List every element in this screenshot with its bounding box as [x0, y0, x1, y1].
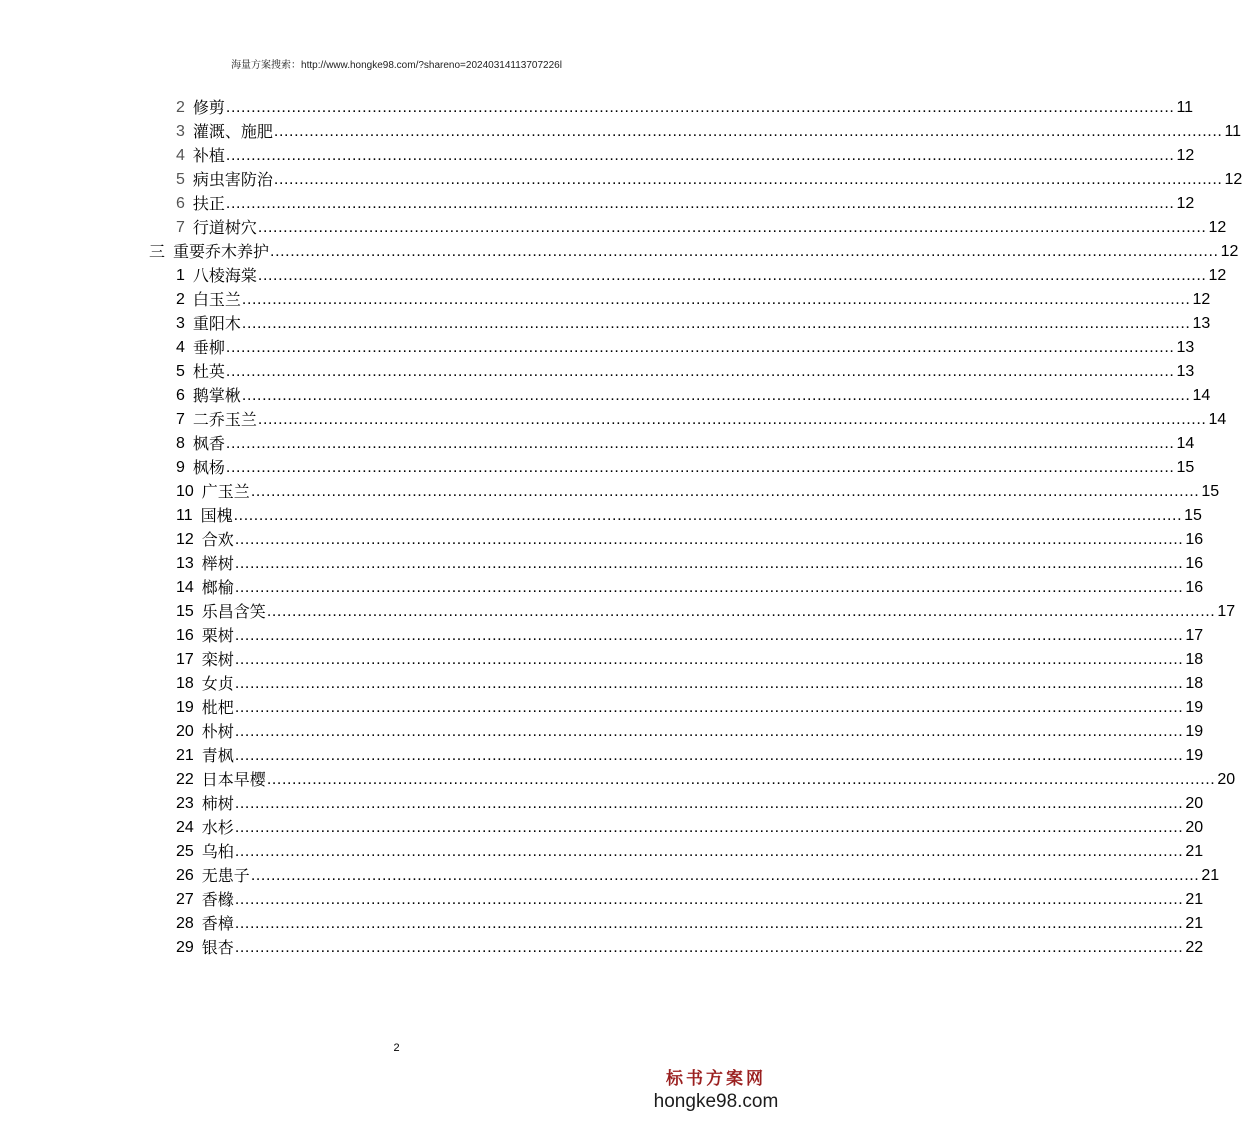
- toc-entry[interactable]: [0, 624, 1204, 648]
- toc-entry[interactable]: [0, 192, 1195, 216]
- toc-entry-page: 12: [1208, 267, 1227, 284]
- toc-entry-number: 6: [176, 387, 185, 404]
- toc-dot-leader: ............................................................................................................................................................................................: [234, 555, 1184, 572]
- toc-dot-leader: ............................................................................................................................................................................................: [225, 363, 1175, 380]
- toc-dot-leader: ............................................................................................................................................................................................: [266, 771, 1216, 788]
- toc-entry-number: 26: [176, 867, 194, 884]
- toc-dot-leader: ............................................................................................................................................................................................: [241, 291, 1191, 308]
- toc-entry[interactable]: [0, 840, 1204, 864]
- toc-entry[interactable]: [0, 768, 1236, 792]
- toc-entry-title: 重要乔木养护: [173, 242, 270, 261]
- toc-entry[interactable]: [0, 744, 1204, 768]
- toc-entry-page: 21: [1185, 891, 1204, 908]
- toc-entry[interactable]: [0, 600, 1236, 624]
- toc-entry-page: 22: [1185, 939, 1204, 956]
- toc-dot-leader: ............................................................................................................................................................................................: [273, 171, 1223, 188]
- toc-entry-title: 乐昌含笑: [201, 602, 266, 621]
- toc-entry-page: 15: [1201, 483, 1220, 500]
- toc-entry[interactable]: [0, 888, 1204, 912]
- toc-entry-page: 15: [1184, 507, 1202, 524]
- toc-entry-page: 14: [1192, 387, 1211, 404]
- toc-entry-title: 补植: [192, 146, 225, 165]
- toc-entry-title: 灌溉、施肥: [192, 122, 273, 141]
- toc-entry-page: 19: [1185, 723, 1204, 740]
- toc-entry-number: 18: [176, 675, 194, 692]
- toc-entry-page: 17: [1185, 627, 1204, 644]
- toc-entry[interactable]: [0, 792, 1204, 816]
- toc-entry-number: 7: [176, 219, 185, 236]
- toc-entry-number: 14: [176, 579, 194, 596]
- toc-dot-leader: ............................................................................................................................................................................................: [234, 915, 1184, 932]
- toc-entry-number: 21: [176, 747, 194, 764]
- toc-dot-leader: ............................................................................................................................................................................................: [234, 579, 1184, 596]
- toc-entry-title: 香橼: [201, 890, 234, 909]
- toc-entry[interactable]: [0, 264, 1227, 288]
- toc-entry-title: 柿树: [201, 794, 234, 813]
- toc-entry[interactable]: [0, 384, 1211, 408]
- toc-entry-title: 扶正: [192, 194, 225, 213]
- toc-entry[interactable]: [0, 528, 1204, 552]
- toc-entry-page: 20: [1217, 771, 1236, 788]
- toc-entry-number: 22: [176, 771, 194, 788]
- toc-entry-title: 国槐: [200, 506, 233, 525]
- toc-entry-page: 19: [1185, 747, 1204, 764]
- toc-entry-number: 27: [176, 891, 194, 908]
- toc-entry-page: 21: [1201, 867, 1220, 884]
- toc-dot-leader: ............................................................................................................................................................................................: [266, 603, 1216, 620]
- toc-entry-number: 20: [176, 723, 194, 740]
- toc-entry-title: 栗树: [201, 626, 234, 645]
- toc-entry-title: 香樟: [201, 914, 234, 933]
- toc-entry-page: 15: [1176, 459, 1195, 476]
- toc-entry-title: 病虫害防治: [192, 170, 273, 189]
- toc-entry[interactable]: [0, 936, 1204, 960]
- toc-entry-title: 榉树: [201, 554, 234, 573]
- toc-entry-number: 6: [176, 195, 185, 212]
- toc-dot-leader: ............................................................................................................................................................................................: [257, 411, 1207, 428]
- toc-entry-title: 八棱海棠: [192, 266, 257, 285]
- toc-entry[interactable]: [0, 312, 1211, 336]
- toc-dot-leader: ............................................................................................................................................................................................: [234, 939, 1184, 956]
- toc-dot-leader: ............................................................................................................................................................................................: [234, 627, 1184, 644]
- toc-entry[interactable]: [0, 504, 1202, 528]
- toc-entry[interactable]: [0, 144, 1195, 168]
- toc-entry-page: 12: [1220, 243, 1239, 260]
- toc-entry-title: 重阳木: [192, 314, 241, 333]
- toc-dot-leader: ............................................................................................................................................................................................: [234, 699, 1184, 716]
- toc-entry-page: 14: [1176, 435, 1195, 452]
- toc-entry-title: 日本早樱: [201, 770, 266, 789]
- toc-entry[interactable]: [0, 432, 1195, 456]
- page-number: 2: [393, 1042, 400, 1054]
- toc-entry[interactable]: [0, 216, 1227, 240]
- toc-entry-page: 13: [1192, 315, 1211, 332]
- toc-entry-page: 19: [1185, 699, 1204, 716]
- toc-entry-number: 7: [176, 411, 185, 428]
- toc-entry-number: 10: [176, 483, 194, 500]
- toc-entry-page: 14: [1208, 411, 1227, 428]
- toc-entry-number: 25: [176, 843, 194, 860]
- toc-dot-leader: ............................................................................................................................................................................................: [234, 795, 1184, 812]
- toc-entry-number: 19: [176, 699, 194, 716]
- toc-entry-page: 16: [1185, 555, 1204, 572]
- toc-dot-leader: ............................................................................................................................................................................................: [234, 891, 1184, 908]
- toc-entry-title: 二乔玉兰: [192, 410, 257, 429]
- toc-entry-number: 23: [176, 795, 194, 812]
- toc-dot-leader: ............................................................................................................................................................................................: [270, 243, 1219, 260]
- toc-entry-number: 12: [176, 531, 194, 548]
- toc-dot-leader: ............................................................................................................................................................................................: [225, 99, 1175, 116]
- toc-entry-title: 朴树: [201, 722, 234, 741]
- toc-entry[interactable]: [0, 552, 1204, 576]
- toc-entry[interactable]: [0, 336, 1195, 360]
- toc-entry-page: 12: [1208, 219, 1227, 236]
- toc-entry-title: 女贞: [201, 674, 234, 693]
- watermark-en-text: hongke98.com: [653, 1091, 779, 1112]
- toc-entry-title: 枫杨: [192, 458, 225, 477]
- watermark-logo: [651, 1068, 781, 1114]
- toc-dot-leader: ............................................................................................................................................................................................: [225, 459, 1175, 476]
- toc-dot-leader: ............................................................................................................................................................................................: [233, 507, 1183, 524]
- toc-entry-title: 行道树穴: [192, 218, 257, 237]
- toc-entry-number: 4: [176, 339, 185, 356]
- toc-dot-leader: ............................................................................................................................................................................................: [241, 315, 1191, 332]
- toc-entry[interactable]: [0, 816, 1204, 840]
- toc-entry[interactable]: [0, 912, 1204, 936]
- toc-entry-title: 鹅掌楸: [192, 386, 241, 405]
- toc-entry-page: 20: [1185, 819, 1204, 836]
- toc-entry-page: 12: [1192, 291, 1211, 308]
- toc-dot-leader: ............................................................................................................................................................................................: [273, 123, 1223, 140]
- toc-dot-leader: ............................................................................................................................................................................................: [225, 435, 1175, 452]
- toc-entry[interactable]: [0, 456, 1195, 480]
- toc-entry-number: 3: [176, 123, 185, 140]
- toc-entry-number: 4: [176, 147, 185, 164]
- toc-entry-number: 5: [176, 171, 185, 188]
- toc-entry-number: 三: [149, 242, 166, 261]
- toc-entry[interactable]: [0, 408, 1227, 432]
- toc-entry-number: 9: [176, 459, 185, 476]
- toc-entry-number: 15: [176, 603, 194, 620]
- toc-entry-number: 16: [176, 627, 194, 644]
- toc-entry-page: 18: [1185, 675, 1204, 692]
- toc-entry-page: 13: [1176, 339, 1195, 356]
- toc-entry[interactable]: [0, 240, 1239, 264]
- toc-dot-leader: ............................................................................................................................................................................................: [234, 723, 1184, 740]
- toc-dot-leader: ............................................................................................................................................................................................: [241, 387, 1191, 404]
- toc-entry-number: 28: [176, 915, 194, 932]
- toc-entry[interactable]: [0, 672, 1204, 696]
- toc-entry-number: 17: [176, 651, 194, 668]
- toc-entry[interactable]: [0, 696, 1204, 720]
- page-header-url: 海量方案搜索：http://www.hongke98.com/?shareno=20240314113707226l: [231, 60, 562, 71]
- toc-entry-number: 24: [176, 819, 194, 836]
- toc-entry[interactable]: [0, 96, 1194, 120]
- toc-entry-page: 11: [1176, 99, 1194, 116]
- toc-dot-leader: ............................................................................................................................................................................................: [234, 531, 1184, 548]
- toc-entry[interactable]: [0, 648, 1204, 672]
- toc-entry-title: 青枫: [201, 746, 234, 765]
- toc-entry-number: 2: [176, 99, 185, 116]
- toc-entry-title: 无患子: [201, 866, 250, 885]
- toc-dot-leader: ............................................................................................................................................................................................: [234, 843, 1184, 860]
- toc-entry-title: 垂柳: [192, 338, 225, 357]
- toc-entry-page: 12: [1224, 171, 1242, 188]
- toc-entry-page: 21: [1185, 915, 1204, 932]
- toc-entry-number: 1: [176, 267, 185, 284]
- toc-entry[interactable]: [0, 288, 1211, 312]
- toc-dot-leader: ............................................................................................................................................................................................: [234, 651, 1184, 668]
- toc-entry-number: 2: [176, 291, 185, 308]
- toc-entry[interactable]: [0, 864, 1220, 888]
- toc-entry-page: 11: [1224, 123, 1242, 140]
- toc-entry-title: 白玉兰: [192, 290, 241, 309]
- toc-dot-leader: ............................................................................................................................................................................................: [257, 219, 1207, 236]
- toc-entry-page: 18: [1185, 651, 1204, 668]
- toc-entry-number: 5: [176, 363, 185, 380]
- toc-entry-title: 乌桕: [201, 842, 234, 861]
- toc-entry[interactable]: [0, 120, 1242, 144]
- toc-entry-title: 修剪: [192, 98, 225, 117]
- toc-entry-title: 榔榆: [201, 578, 234, 597]
- toc-entry-number: 3: [176, 315, 185, 332]
- toc-entry-page: 12: [1176, 147, 1195, 164]
- toc-entry-title: 广玉兰: [201, 482, 250, 501]
- toc-entry-title: 杜英: [192, 362, 225, 381]
- toc-entry-page: 20: [1185, 795, 1204, 812]
- toc-entry-number: 11: [176, 507, 193, 524]
- toc-entry-title: 枇杷: [201, 698, 234, 717]
- toc-entry-title: 水杉: [201, 818, 234, 837]
- toc-entry-page: 21: [1185, 843, 1204, 860]
- toc-entry-page: 17: [1217, 603, 1236, 620]
- toc-entry-page: 16: [1185, 531, 1204, 548]
- toc-entry-number: 13: [176, 555, 194, 572]
- toc-dot-leader: ............................................................................................................................................................................................: [234, 819, 1184, 836]
- toc-dot-leader: ............................................................................................................................................................................................: [225, 147, 1175, 164]
- toc-dot-leader: ............................................................................................................................................................................................: [225, 339, 1175, 356]
- toc-entry[interactable]: [0, 720, 1204, 744]
- toc-entry[interactable]: [0, 576, 1204, 600]
- toc-entry-title: 合欢: [201, 530, 234, 549]
- toc-entry-page: 12: [1176, 195, 1195, 212]
- toc-dot-leader: ............................................................................................................................................................................................: [225, 195, 1175, 212]
- toc-dot-leader: ............................................................................................................................................................................................: [234, 675, 1184, 692]
- toc-dot-leader: ............................................................................................................................................................................................: [257, 267, 1207, 284]
- toc-entry-page: 13: [1176, 363, 1195, 380]
- toc-entry[interactable]: [0, 360, 1195, 384]
- toc-dot-leader: ............................................................................................................................................................................................: [250, 867, 1200, 884]
- toc-entry[interactable]: [0, 168, 1242, 192]
- toc-entry-title: 银杏: [201, 938, 234, 957]
- toc-entry-number: 29: [176, 939, 194, 956]
- toc-dot-leader: ............................................................................................................................................................................................: [250, 483, 1200, 500]
- watermark-cn-text: 标书方案网: [666, 1069, 766, 1089]
- toc-entry[interactable]: [0, 480, 1220, 504]
- toc-dot-leader: ............................................................................................................................................................................................: [234, 747, 1184, 764]
- toc-entry-title: 栾树: [201, 650, 234, 669]
- toc-entry-page: 16: [1185, 579, 1204, 596]
- toc-entry-title: 枫香: [192, 434, 225, 453]
- toc-entry-number: 8: [176, 435, 185, 452]
